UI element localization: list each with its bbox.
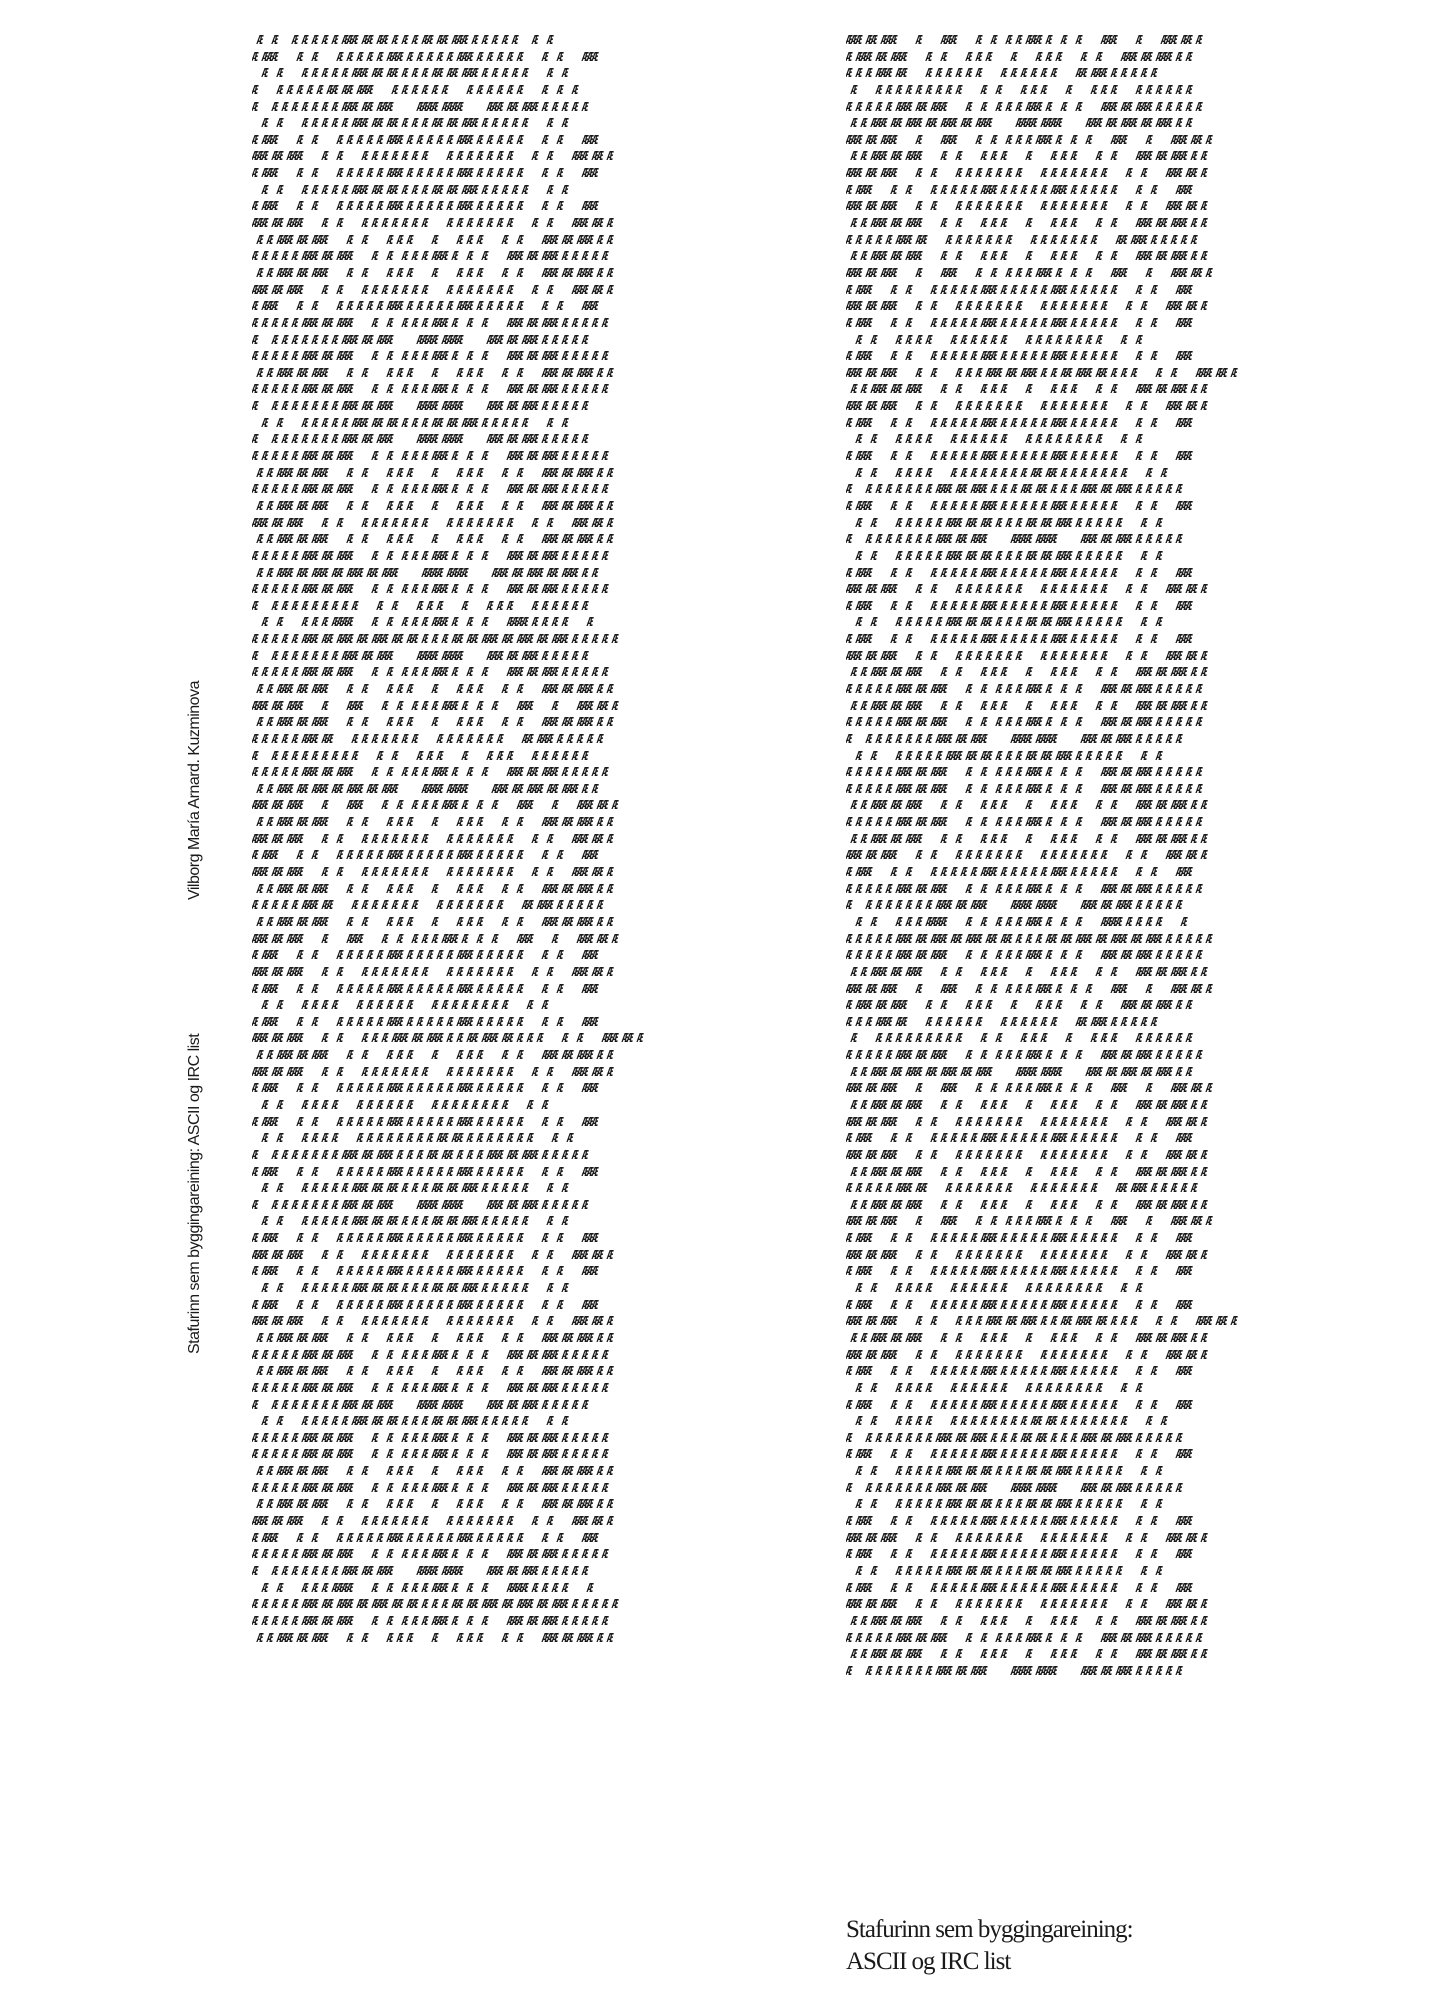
ascii-art-line: ÆÆÆ ÆÆ ÆÆÆ Æ Æ Æ Æ Æ ÆÆÆ ÆÆ ÆÆÆ Æ Æ ÆÆ ÆÆÆ ÆÆ Æ Æ Æ Æ Æ ÆÆÆ ÆÆ Æ bbox=[252, 1030, 643, 1046]
ascii-art-line: Æ ÆÆÆ Æ Æ Æ Æ Æ Æ Æ ÆÆÆ Æ Æ Æ Æ Æ ÆÆÆ Æ Æ Æ Æ Æ Æ Æ ÆÆÆ bbox=[846, 597, 1192, 613]
ascii-art-line: Æ Æ Æ Æ Æ Æ Æ ÆÆÆ ÆÆ ÆÆ Æ Æ Æ ÆÆ ÆÆ ÆÆÆ Æ Æ Æ Æ Æ Æ Æ bbox=[252, 1213, 568, 1229]
ascii-art-line: Æ Æ ÆÆÆ ÆÆ ÆÆÆ Æ Æ Æ Æ Æ Æ Æ Æ Æ Æ Æ ÆÆÆ ÆÆ ÆÆÆ Æ Æ bbox=[846, 148, 1207, 164]
ascii-art-line: Æ Æ ÆÆÆ ÆÆ ÆÆÆ Æ Æ Æ Æ Æ Æ Æ Æ Æ Æ Æ ÆÆÆ ÆÆ ÆÆÆ Æ Æ bbox=[252, 1329, 613, 1345]
ascii-art-line: Æ Æ Æ Æ Æ ÆÆÆ ÆÆ ÆÆÆ Æ Æ Æ Æ Æ ÆÆÆ Æ Æ Æ ÆÆÆ ÆÆ ÆÆÆ Æ Æ Æ Æ Æ bbox=[252, 1429, 608, 1445]
ascii-art-line: Æ Æ ÆÆÆ ÆÆ ÆÆÆ Æ Æ Æ Æ Æ Æ Æ Æ Æ Æ Æ ÆÆÆ ÆÆ ÆÆÆ Æ Æ bbox=[252, 714, 613, 730]
ascii-art-line: Æ Æ ÆÆÆ ÆÆ ÆÆÆ Æ Æ Æ Æ Æ Æ Æ Æ Æ Æ Æ ÆÆÆ ÆÆ ÆÆÆ Æ Æ bbox=[846, 1646, 1207, 1662]
ascii-art-line: Æ Æ ÆÆÆ ÆÆ ÆÆÆ Æ Æ Æ Æ Æ Æ Æ Æ Æ Æ Æ ÆÆÆ ÆÆ ÆÆÆ Æ Æ bbox=[846, 215, 1207, 231]
ascii-art-line: Æ Æ Æ ÆÆÆ ÆÆ Æ Æ Æ Æ Æ Æ Æ Æ Æ Æ Æ Æ ÆÆ ÆÆÆ Æ Æ Æ Æ Æ bbox=[846, 65, 1157, 81]
ascii-art-line: Æ Æ Æ Æ Æ ÆÆÆ ÆÆ ÆÆÆ ÆÆ ÆÆÆ ÆÆ ÆÆ Æ Æ Æ ÆÆ ÆÆ ÆÆÆ ÆÆ ÆÆÆ ÆÆ ÆÆÆ Æ Æ Æ Æ Æ bbox=[252, 631, 618, 647]
ascii-art-line: Æ Æ Æ Æ Æ ÆÆÆ ÆÆ ÆÆÆ Æ Æ Æ Æ Æ ÆÆÆ Æ Æ Æ ÆÆÆ ÆÆ ÆÆÆ Æ Æ Æ Æ Æ bbox=[252, 248, 608, 264]
ascii-art-line: Æ Æ ÆÆÆ ÆÆ ÆÆÆ Æ Æ Æ Æ Æ Æ Æ Æ Æ Æ Æ ÆÆÆ ÆÆ ÆÆÆ Æ Æ bbox=[252, 913, 613, 929]
ascii-art-line: Æ ÆÆÆ Æ Æ Æ Æ Æ Æ Æ ÆÆÆ Æ Æ Æ Æ Æ ÆÆÆ Æ Æ Æ Æ Æ Æ Æ ÆÆÆ bbox=[846, 414, 1192, 430]
ascii-art-line: Æ Æ Æ Æ Æ Æ Æ ÆÆÆ ÆÆ ÆÆ Æ Æ Æ ÆÆ ÆÆ ÆÆÆ Æ Æ Æ Æ Æ Æ Æ bbox=[252, 115, 568, 131]
ascii-art-line: Æ Æ Æ Æ Æ Æ Æ ÆÆÆ ÆÆ ÆÆ Æ Æ Æ ÆÆ ÆÆ ÆÆÆ Æ Æ Æ Æ Æ Æ Æ bbox=[252, 414, 568, 430]
ascii-art-line: Æ Æ Æ Æ Æ Æ Æ Æ Æ Æ Æ Æ Æ Æ Æ Æ Æ Æ Æ Æ Æ Æ Æ Æ Æ bbox=[252, 747, 588, 763]
ascii-art-line: Æ Æ Æ Æ Æ ÆÆÆ ÆÆ ÆÆÆ Æ Æ Æ Æ Æ ÆÆÆ Æ Æ Æ ÆÆÆ ÆÆ ÆÆÆ Æ Æ Æ Æ Æ bbox=[252, 1379, 608, 1395]
ascii-art-line: Æ Æ ÆÆÆ ÆÆ ÆÆÆ Æ Æ Æ Æ Æ Æ Æ Æ Æ Æ Æ ÆÆÆ ÆÆ ÆÆÆ Æ Æ bbox=[846, 664, 1207, 680]
ascii-art-line: Æ ÆÆÆ Æ Æ Æ Æ Æ Æ Æ ÆÆÆ Æ Æ Æ Æ Æ ÆÆÆ Æ Æ Æ Æ Æ Æ Æ ÆÆÆ bbox=[252, 1529, 598, 1545]
ascii-art-line: ÆÆÆ ÆÆ ÆÆÆ Æ ÆÆÆ Æ Æ Æ Æ Æ ÆÆÆ Æ Æ Æ ÆÆÆ Æ ÆÆÆ ÆÆ Æ bbox=[846, 131, 1212, 147]
ascii-art-line: ÆÆÆ ÆÆ ÆÆÆ Æ Æ Æ Æ Æ Æ Æ Æ Æ Æ Æ Æ Æ Æ Æ Æ Æ Æ ÆÆÆ ÆÆ Æ bbox=[846, 1529, 1207, 1545]
ascii-art-line: Æ Æ Æ Æ Æ ÆÆÆ ÆÆ Æ Æ Æ Æ Æ Æ Æ Æ Æ Æ Æ Æ Æ Æ ÆÆ ÆÆÆ Æ Æ Æ Æ Æ bbox=[252, 730, 603, 746]
ascii-art-line: Æ Æ Æ Æ Æ Æ Æ Æ ÆÆÆ ÆÆ ÆÆÆ ÆÆÆÆ ÆÆÆÆ ÆÆÆ ÆÆ ÆÆÆ Æ Æ Æ Æ Æ bbox=[846, 1479, 1182, 1495]
ascii-art-line: ÆÆÆ ÆÆ ÆÆÆ Æ ÆÆÆ Æ Æ Æ Æ ÆÆÆ Æ Æ Æ ÆÆÆ Æ ÆÆÆ ÆÆ Æ bbox=[846, 32, 1202, 47]
ascii-art-line: ÆÆÆ ÆÆ ÆÆÆ Æ Æ Æ Æ Æ Æ Æ Æ Æ Æ Æ Æ Æ Æ Æ Æ Æ Æ ÆÆÆ ÆÆ Æ bbox=[846, 398, 1207, 414]
ascii-art-line: Æ ÆÆÆ Æ Æ Æ Æ Æ Æ Æ ÆÆÆ Æ Æ Æ Æ Æ ÆÆÆ Æ Æ Æ Æ Æ Æ Æ ÆÆÆ bbox=[846, 281, 1192, 297]
ascii-art-line: Æ ÆÆÆ Æ Æ Æ Æ Æ Æ Æ ÆÆÆ Æ Æ Æ Æ Æ ÆÆÆ Æ Æ Æ Æ Æ Æ Æ ÆÆÆ bbox=[252, 1113, 598, 1129]
ascii-art-line: Æ Æ Æ Æ Æ Æ Æ Æ ÆÆÆ ÆÆ ÆÆÆ ÆÆÆÆ ÆÆÆÆ ÆÆÆ ÆÆ ÆÆÆ Æ Æ Æ Æ Æ bbox=[846, 531, 1182, 547]
ascii-art-line: Æ Æ ÆÆÆ ÆÆ ÆÆÆ Æ Æ Æ Æ Æ Æ Æ Æ Æ Æ Æ ÆÆÆ ÆÆ ÆÆÆ Æ Æ bbox=[252, 464, 613, 480]
ascii-art-line: Æ Æ Æ Æ Æ ÆÆÆ ÆÆ ÆÆÆ Æ Æ Æ Æ Æ ÆÆÆ Æ Æ Æ ÆÆÆ ÆÆ ÆÆÆ Æ Æ Æ Æ Æ bbox=[252, 547, 608, 563]
ascii-art-line: Æ Æ Æ Æ Æ ÆÆÆ ÆÆ Æ Æ Æ Æ Æ Æ Æ Æ Æ Æ Æ Æ Æ Æ ÆÆ ÆÆÆ Æ Æ Æ Æ Æ bbox=[252, 897, 603, 913]
ascii-art-line: Æ Æ ÆÆÆ ÆÆ ÆÆÆ Æ Æ Æ Æ Æ Æ Æ Æ Æ Æ Æ ÆÆÆ ÆÆ ÆÆÆ Æ Æ bbox=[252, 680, 613, 696]
ascii-art-line: Æ Æ Æ Æ Æ Æ Æ Æ Æ Æ Æ Æ Æ Æ Æ Æ Æ Æ Æ Æ Æ Æ bbox=[846, 1379, 1142, 1395]
ascii-art-line: Æ Æ ÆÆÆ ÆÆ ÆÆÆ Æ Æ Æ Æ Æ Æ Æ Æ Æ Æ Æ ÆÆÆ ÆÆ ÆÆÆ Æ Æ bbox=[846, 381, 1207, 397]
ascii-art-line: Æ ÆÆÆ Æ Æ Æ Æ Æ Æ Æ ÆÆÆ Æ Æ Æ Æ Æ ÆÆÆ Æ Æ Æ Æ Æ Æ Æ ÆÆÆ bbox=[846, 1230, 1192, 1246]
ascii-art-line: Æ ÆÆÆ Æ Æ Æ Æ Æ Æ Æ ÆÆÆ Æ Æ Æ Æ Æ ÆÆÆ Æ Æ Æ Æ Æ Æ Æ ÆÆÆ bbox=[846, 1363, 1192, 1379]
ascii-art-line: Æ Æ Æ Æ Æ ÆÆÆ ÆÆ ÆÆÆ ÆÆ ÆÆÆ ÆÆ ÆÆ Æ Æ Æ ÆÆ ÆÆ ÆÆÆ ÆÆ ÆÆÆ ÆÆ ÆÆÆ Æ Æ Æ Æ Æ bbox=[252, 1596, 618, 1612]
ascii-art-line: Æ Æ Æ Æ Æ Æ Æ Æ ÆÆÆ ÆÆ ÆÆÆ Æ Æ Æ ÆÆ ÆÆ Æ Æ Æ ÆÆÆ ÆÆ ÆÆÆ Æ Æ Æ Æ Æ bbox=[252, 1146, 588, 1162]
ascii-art-line: ÆÆÆ ÆÆ ÆÆÆ Æ Æ Æ Æ Æ Æ Æ Æ Æ Æ Æ Æ Æ Æ Æ Æ Æ Æ ÆÆÆ ÆÆ Æ bbox=[846, 581, 1207, 597]
ascii-art-line: ÆÆÆ ÆÆ ÆÆÆ Æ Æ Æ Æ Æ Æ Æ Æ Æ Æ Æ Æ Æ Æ Æ Æ Æ Æ ÆÆÆ ÆÆ Æ bbox=[252, 1246, 613, 1262]
ascii-art-line: Æ ÆÆÆ Æ Æ Æ Æ Æ Æ Æ ÆÆÆ Æ Æ Æ Æ Æ ÆÆÆ Æ Æ Æ Æ Æ Æ Æ ÆÆÆ bbox=[252, 298, 598, 314]
ascii-art-line: Æ ÆÆÆ Æ Æ Æ Æ Æ Æ Æ ÆÆÆ Æ Æ Æ Æ Æ ÆÆÆ Æ Æ Æ Æ Æ Æ Æ ÆÆÆ bbox=[252, 1080, 598, 1096]
ascii-art-line: ÆÆÆ ÆÆ ÆÆÆ Æ Æ Æ Æ Æ Æ Æ Æ Æ Æ Æ Æ Æ Æ Æ Æ Æ Æ ÆÆÆ ÆÆ Æ bbox=[846, 847, 1207, 863]
ascii-art-line: Æ Æ ÆÆÆ ÆÆ ÆÆÆ ÆÆ ÆÆÆ ÆÆ ÆÆÆ ÆÆÆÆ ÆÆÆÆ ÆÆÆ ÆÆ ÆÆÆ ÆÆ ÆÆÆ Æ Æ bbox=[252, 780, 598, 796]
ascii-art-line: Æ ÆÆÆ Æ Æ Æ Æ Æ Æ Æ ÆÆÆ Æ Æ Æ Æ Æ ÆÆÆ Æ Æ Æ Æ Æ Æ Æ ÆÆÆ bbox=[252, 1296, 598, 1312]
ascii-art-left-column bbox=[252, 32, 818, 1976]
ascii-art-line: Æ Æ Æ Æ Æ ÆÆÆ ÆÆ ÆÆÆ Æ Æ Æ Æ Æ ÆÆÆ Æ Æ Æ ÆÆÆ ÆÆ ÆÆÆ Æ Æ Æ Æ Æ bbox=[846, 880, 1202, 896]
ascii-art-line: Æ ÆÆÆ Æ Æ Æ Æ Æ Æ Æ ÆÆÆ Æ Æ Æ Æ Æ ÆÆÆ Æ Æ Æ Æ Æ Æ Æ ÆÆÆ bbox=[252, 947, 598, 963]
ascii-art-line: Æ Æ ÆÆÆ ÆÆ ÆÆÆ Æ Æ Æ Æ Æ Æ Æ Æ Æ Æ Æ ÆÆÆ ÆÆ ÆÆÆ Æ Æ bbox=[846, 963, 1207, 979]
ascii-art-line: Æ ÆÆÆ Æ Æ Æ Æ Æ Æ Æ ÆÆÆ Æ Æ Æ Æ Æ ÆÆÆ Æ Æ Æ Æ Æ Æ Æ ÆÆÆ bbox=[846, 1130, 1192, 1146]
ascii-art-line: Æ Æ Æ Æ Æ ÆÆÆ ÆÆ ÆÆÆ Æ Æ Æ Æ Æ ÆÆÆ Æ Æ Æ ÆÆÆ ÆÆ ÆÆÆ Æ Æ Æ Æ Æ bbox=[252, 481, 608, 497]
ascii-art-line: Æ Æ Æ Æ Æ Æ Æ Æ ÆÆÆ ÆÆ ÆÆÆ ÆÆÆÆ ÆÆÆÆ ÆÆÆ ÆÆ ÆÆÆ Æ Æ Æ Æ Æ bbox=[846, 730, 1182, 746]
ascii-art-line: Æ Æ Æ Æ Æ ÆÆÆ ÆÆ ÆÆÆ Æ Æ Æ Æ Æ ÆÆÆ Æ Æ Æ ÆÆÆ ÆÆ ÆÆÆ Æ Æ Æ Æ Æ bbox=[252, 664, 608, 680]
ascii-art-line: Æ Æ Æ Æ Æ ÆÆÆ ÆÆ ÆÆÆ Æ Æ Æ Æ Æ ÆÆÆ Æ Æ Æ ÆÆÆ ÆÆ ÆÆÆ Æ Æ Æ Æ Æ bbox=[252, 764, 608, 780]
ascii-art-line: Æ Æ Æ Æ Æ Æ Æ Æ ÆÆÆ ÆÆ ÆÆÆ ÆÆÆÆ ÆÆÆÆ ÆÆÆ ÆÆ ÆÆÆ Æ Æ Æ Æ Æ bbox=[252, 398, 588, 414]
ascii-art-line: ÆÆÆ ÆÆ ÆÆÆ Æ Æ Æ Æ Æ ÆÆÆ ÆÆ ÆÆÆ Æ Æ ÆÆ ÆÆÆ ÆÆ Æ Æ Æ Æ Æ ÆÆÆ ÆÆ Æ bbox=[846, 1313, 1237, 1329]
ascii-art-line: Æ Æ Æ Æ Æ ÆÆÆ ÆÆ ÆÆÆ Æ Æ Æ Æ Æ ÆÆÆ Æ Æ Æ ÆÆÆ ÆÆ ÆÆÆ Æ Æ Æ Æ Æ bbox=[252, 581, 608, 597]
ascii-art-line: Æ Æ Æ Æ Æ Æ Æ Æ ÆÆÆ ÆÆ ÆÆÆ ÆÆÆÆ ÆÆÆÆ ÆÆÆ ÆÆ ÆÆÆ Æ Æ Æ Æ Æ bbox=[846, 897, 1182, 913]
ascii-art-line: Æ Æ Æ Æ Æ ÆÆÆ ÆÆ ÆÆÆ Æ Æ Æ Æ Æ ÆÆÆ Æ Æ Æ ÆÆÆ ÆÆ ÆÆÆ Æ Æ Æ Æ Æ bbox=[846, 714, 1202, 730]
ascii-art-line: Æ Æ Æ Æ Æ ÆÆÆ ÆÆ ÆÆÆ Æ Æ Æ Æ Æ ÆÆÆ Æ Æ Æ ÆÆÆ ÆÆ ÆÆÆ Æ Æ Æ Æ Æ bbox=[846, 947, 1202, 963]
ascii-art-line: Æ Æ Æ Æ Æ ÆÆÆ ÆÆ ÆÆÆ Æ Æ Æ Æ Æ ÆÆÆ Æ Æ Æ ÆÆÆ ÆÆ ÆÆÆ Æ Æ Æ Æ Æ bbox=[252, 1479, 608, 1495]
ascii-art-line: ÆÆÆ ÆÆ ÆÆÆ Æ Æ Æ Æ Æ Æ Æ Æ Æ Æ Æ Æ Æ Æ Æ Æ Æ Æ ÆÆÆ ÆÆ Æ bbox=[846, 1146, 1207, 1162]
ascii-art-line: Æ Æ ÆÆÆ ÆÆ ÆÆÆ Æ Æ Æ Æ Æ Æ Æ Æ Æ Æ Æ ÆÆÆ ÆÆ ÆÆÆ Æ Æ bbox=[846, 697, 1207, 713]
spine-title: Stafurinn sem byggingareining: ASCII og IRC list bbox=[186, 1033, 203, 1354]
ascii-art-line: Æ Æ Æ Æ Æ Æ Æ Æ Æ Æ Æ Æ Æ Æ ÆÆ ÆÆ Æ Æ Æ Æ Æ Æ Æ Æ Æ bbox=[252, 1130, 573, 1146]
ascii-art-line: Æ Æ ÆÆÆ ÆÆ ÆÆÆ Æ Æ Æ Æ Æ Æ Æ Æ Æ Æ Æ ÆÆÆ ÆÆ ÆÆÆ Æ Æ bbox=[846, 1612, 1207, 1628]
ascii-art-line: Æ ÆÆÆ Æ Æ Æ Æ Æ Æ Æ ÆÆÆ Æ Æ Æ Æ Æ ÆÆÆ Æ Æ Æ Æ Æ Æ Æ ÆÆÆ bbox=[252, 1163, 598, 1179]
ascii-art-line: Æ ÆÆÆ Æ Æ Æ Æ Æ Æ Æ ÆÆÆ Æ Æ Æ Æ Æ ÆÆÆ Æ Æ Æ Æ Æ Æ Æ ÆÆÆ bbox=[846, 1546, 1192, 1562]
ascii-art-line: Æ Æ Æ Æ Æ Æ Æ ÆÆÆ ÆÆ ÆÆ Æ Æ Æ ÆÆ ÆÆ ÆÆÆ Æ Æ Æ Æ Æ Æ Æ bbox=[846, 1562, 1162, 1578]
ascii-art-line: Æ ÆÆÆ Æ Æ Æ Æ Æ Æ Æ ÆÆÆ Æ Æ Æ Æ Æ ÆÆÆ Æ Æ Æ Æ Æ Æ Æ ÆÆÆ bbox=[252, 980, 598, 996]
ascii-art-line: Æ Æ Æ Æ Æ Æ Æ Æ ÆÆÆ ÆÆ ÆÆÆ ÆÆÆÆ ÆÆÆÆ ÆÆÆ ÆÆ ÆÆÆ Æ Æ Æ Æ Æ bbox=[252, 1396, 588, 1412]
ascii-art-line: Æ Æ Æ Æ Æ Æ Æ ÆÆÆ ÆÆ ÆÆ Æ Æ Æ ÆÆ ÆÆ ÆÆÆ Æ Æ Æ Æ Æ Æ Æ bbox=[846, 747, 1162, 763]
ascii-art-line: Æ Æ Æ Æ Æ Æ ÆÆ ÆÆ ÆÆÆ Æ Æ Æ Æ Æ Æ Æ Æ Æ Æ Æ Æ Æ Æ Æ bbox=[252, 81, 578, 97]
ascii-art-line: Æ Æ Æ Æ Æ ÆÆÆ ÆÆ ÆÆÆ ÆÆ ÆÆÆ ÆÆ ÆÆ Æ Æ Æ ÆÆ ÆÆ ÆÆÆ ÆÆ ÆÆÆ ÆÆ ÆÆÆ Æ Æ Æ Æ Æ bbox=[846, 930, 1212, 946]
ascii-art-line: Æ Æ Æ Æ Æ ÆÆÆÆ Æ Æ Æ Æ Æ ÆÆÆ Æ Æ Æ ÆÆÆÆ Æ Æ Æ Æ Æ bbox=[252, 614, 593, 630]
ascii-art-line: ÆÆÆ ÆÆ ÆÆÆ Æ ÆÆÆ Æ Æ Æ Æ Æ ÆÆÆ Æ Æ Æ ÆÆÆ Æ ÆÆÆ ÆÆ Æ bbox=[846, 1080, 1212, 1096]
ascii-art-line: Æ Æ ÆÆÆ ÆÆ ÆÆÆ Æ Æ Æ Æ Æ Æ Æ Æ Æ Æ Æ ÆÆÆ ÆÆ ÆÆÆ Æ Æ bbox=[846, 1097, 1207, 1112]
ascii-art-line: Æ ÆÆÆ ÆÆ ÆÆÆ Æ Æ Æ Æ Æ Æ Æ Æ Æ Æ Æ ÆÆÆ ÆÆ ÆÆÆ Æ Æ bbox=[846, 48, 1192, 64]
ascii-art-line: ÆÆÆ ÆÆ ÆÆÆ Æ Æ Æ Æ Æ Æ Æ Æ Æ Æ Æ Æ Æ Æ Æ Æ Æ Æ ÆÆÆ ÆÆ Æ bbox=[846, 1113, 1207, 1129]
ascii-art-line: Æ Æ Æ Æ Æ Æ Æ ÆÆÆ ÆÆ ÆÆ Æ Æ Æ ÆÆ ÆÆ ÆÆÆ Æ Æ Æ Æ Æ Æ Æ bbox=[252, 181, 568, 197]
ascii-art-line: Æ Æ Æ Æ Æ ÆÆÆ ÆÆ ÆÆÆ Æ Æ Æ Æ Æ ÆÆÆ Æ Æ Æ ÆÆÆ ÆÆ ÆÆÆ Æ Æ Æ Æ Æ bbox=[252, 314, 608, 330]
ascii-art-line: ÆÆÆ ÆÆ ÆÆÆ Æ Æ Æ Æ Æ Æ Æ Æ Æ Æ Æ Æ Æ Æ Æ Æ Æ Æ ÆÆÆ ÆÆ Æ bbox=[846, 1596, 1207, 1612]
ascii-art-line: Æ Æ ÆÆÆ ÆÆ ÆÆÆ Æ Æ Æ Æ Æ Æ Æ Æ Æ Æ Æ ÆÆÆ ÆÆ ÆÆÆ Æ Æ bbox=[252, 1496, 613, 1512]
ascii-art-line: Æ Æ ÆÆÆ ÆÆ ÆÆÆ Æ Æ Æ Æ Æ Æ Æ Æ Æ Æ Æ ÆÆÆ ÆÆ ÆÆÆ Æ Æ bbox=[846, 797, 1207, 813]
ascii-art-line: ÆÆÆ ÆÆ ÆÆÆ Æ Æ Æ Æ Æ Æ Æ Æ Æ Æ Æ Æ Æ Æ Æ Æ Æ Æ ÆÆÆ ÆÆ Æ bbox=[252, 864, 613, 880]
ascii-art-line: Æ ÆÆÆ Æ Æ Æ Æ Æ Æ Æ ÆÆÆ Æ Æ Æ Æ Æ ÆÆÆ Æ Æ Æ Æ Æ Æ Æ ÆÆÆ bbox=[846, 864, 1192, 880]
ascii-art-line: Æ Æ Æ Æ Æ ÆÆÆ ÆÆ Æ Æ Æ Æ Æ Æ Æ Æ Æ Æ Æ Æ Æ Æ ÆÆ ÆÆÆ Æ Æ Æ Æ Æ bbox=[846, 1180, 1197, 1196]
ascii-art-line: Æ ÆÆÆ Æ Æ Æ Æ Æ Æ Æ ÆÆÆ Æ Æ Æ Æ Æ ÆÆÆ Æ Æ Æ Æ Æ Æ Æ ÆÆÆ bbox=[846, 314, 1192, 330]
ascii-art-line: Æ Æ Æ Æ Æ Æ Æ Æ Æ Æ Æ Æ Æ Æ Æ Æ Æ Æ Æ Æ Æ Æ bbox=[252, 997, 548, 1013]
ascii-art-line: Æ Æ ÆÆÆ ÆÆ ÆÆÆ Æ Æ Æ Æ Æ Æ Æ Æ Æ Æ Æ ÆÆÆ ÆÆ ÆÆÆ Æ Æ bbox=[252, 880, 613, 896]
ascii-art-line: ÆÆÆ ÆÆ ÆÆÆ Æ ÆÆÆ Æ Æ Æ Æ Æ ÆÆÆ Æ Æ Æ ÆÆÆ Æ ÆÆÆ ÆÆ Æ bbox=[846, 1213, 1212, 1229]
ascii-art-line: Æ Æ Æ Æ Æ Æ Æ Æ Æ Æ Æ Æ Æ Æ Æ Æ Æ Æ Æ Æ Æ Æ Æ Æ Æ bbox=[252, 597, 588, 613]
ascii-art-line: Æ Æ ÆÆÆ ÆÆ ÆÆÆ Æ Æ Æ Æ Æ Æ Æ Æ Æ Æ Æ ÆÆÆ ÆÆ ÆÆÆ Æ Æ bbox=[252, 264, 613, 280]
ascii-art-line: Æ Æ Æ Æ Æ ÆÆÆ ÆÆ ÆÆÆ Æ Æ Æ Æ Æ ÆÆÆ Æ Æ Æ ÆÆÆ ÆÆ ÆÆÆ Æ Æ Æ Æ Æ bbox=[846, 764, 1202, 780]
ascii-art-line: Æ Æ Æ Æ Æ Æ Æ ÆÆÆ ÆÆ ÆÆ Æ Æ Æ ÆÆ ÆÆ ÆÆÆ Æ Æ Æ Æ Æ Æ Æ bbox=[252, 65, 568, 81]
ascii-art-line: Æ Æ Æ Æ Æ ÆÆÆ ÆÆ Æ Æ Æ Æ Æ Æ Æ Æ Æ Æ Æ Æ Æ Æ ÆÆ ÆÆÆ Æ Æ Æ Æ Æ bbox=[846, 231, 1197, 247]
ascii-art-line: Æ Æ Æ Æ Æ Æ Æ ÆÆÆ ÆÆ ÆÆ Æ Æ Æ ÆÆ ÆÆ ÆÆÆ Æ Æ Æ Æ Æ Æ Æ bbox=[252, 1180, 568, 1196]
ascii-art-line: Æ Æ Æ Æ Æ Æ Æ Æ Æ Æ Æ Æ Æ Æ Æ Æ Æ Æ Æ Æ Æ Æ Æ Æ Æ bbox=[846, 81, 1192, 97]
ascii-art-line: Æ ÆÆÆ Æ Æ Æ Æ Æ Æ Æ ÆÆÆ Æ Æ Æ Æ Æ ÆÆÆ Æ Æ Æ Æ Æ Æ Æ ÆÆÆ bbox=[846, 1446, 1192, 1462]
ascii-art-line: ÆÆÆ ÆÆ ÆÆÆ Æ Æ Æ Æ Æ Æ Æ Æ Æ Æ Æ Æ Æ Æ Æ Æ Æ Æ ÆÆÆ ÆÆ Æ bbox=[846, 1246, 1207, 1262]
ascii-art-line: Æ Æ Æ Æ Æ Æ Æ Æ Æ Æ Æ Æ Æ Æ Æ Æ Æ Æ Æ Æ Æ Æ bbox=[252, 1097, 548, 1112]
ascii-art-line: Æ Æ Æ Æ Æ ÆÆÆ ÆÆ ÆÆÆ Æ Æ Æ Æ Æ ÆÆÆ Æ Æ Æ ÆÆÆ ÆÆ ÆÆÆ Æ Æ Æ Æ Æ bbox=[252, 348, 608, 364]
ascii-art-line: Æ Æ ÆÆÆ ÆÆ ÆÆÆ Æ Æ Æ Æ Æ Æ Æ Æ Æ Æ Æ ÆÆÆ ÆÆ ÆÆÆ Æ Æ bbox=[252, 1047, 613, 1063]
ascii-art-line: Æ Æ Æ Æ Æ Æ Æ Æ ÆÆÆ ÆÆ ÆÆÆ ÆÆÆÆ ÆÆÆÆ ÆÆÆ ÆÆ ÆÆÆ Æ Æ Æ Æ Æ bbox=[252, 331, 588, 347]
ascii-art-line: Æ Æ Æ Æ Æ ÆÆÆ ÆÆ ÆÆÆ Æ Æ Æ Æ Æ ÆÆÆ Æ Æ Æ ÆÆÆ ÆÆ ÆÆÆ Æ Æ Æ Æ Æ bbox=[252, 448, 608, 464]
ascii-art-line: ÆÆÆ ÆÆ ÆÆÆ Æ Æ Æ Æ Æ Æ Æ Æ Æ Æ Æ Æ Æ Æ Æ Æ Æ Æ ÆÆÆ ÆÆ Æ bbox=[846, 198, 1207, 214]
ascii-art-line: Æ Æ ÆÆÆ ÆÆ ÆÆÆ Æ Æ Æ Æ Æ Æ Æ Æ Æ Æ Æ ÆÆÆ ÆÆ ÆÆÆ Æ Æ bbox=[252, 1463, 613, 1479]
ascii-art-line: ÆÆÆ ÆÆ ÆÆÆ Æ Æ Æ Æ Æ Æ Æ Æ Æ Æ Æ Æ Æ Æ Æ Æ Æ Æ ÆÆÆ ÆÆ Æ bbox=[252, 830, 613, 846]
ascii-art-line: ÆÆÆ ÆÆ ÆÆÆ Æ Æ Æ Æ Æ Æ Æ Æ Æ Æ Æ Æ Æ Æ Æ Æ Æ Æ ÆÆÆ ÆÆ Æ bbox=[252, 281, 613, 297]
ascii-art-line: Æ Æ Æ Æ Æ Æ Æ Æ Æ Æ Æ Æ Æ Æ ÆÆ ÆÆ Æ Æ Æ Æ Æ Æ Æ Æ Æ bbox=[846, 464, 1167, 480]
ascii-art-line: Æ Æ Æ Æ Æ Æ Æ Æ ÆÆÆ ÆÆ ÆÆÆ ÆÆÆÆ ÆÆÆÆ ÆÆÆ ÆÆ ÆÆÆ Æ Æ Æ Æ Æ bbox=[252, 1196, 588, 1212]
ascii-art-line: Æ ÆÆÆ Æ Æ Æ Æ Æ Æ Æ ÆÆÆ Æ Æ Æ Æ Æ ÆÆÆ Æ Æ Æ Æ Æ Æ Æ ÆÆÆ bbox=[846, 448, 1192, 464]
ascii-art-line: Æ ÆÆÆ Æ Æ Æ Æ Æ Æ Æ ÆÆÆ Æ Æ Æ Æ Æ ÆÆÆ Æ Æ Æ Æ Æ Æ Æ ÆÆÆ bbox=[252, 198, 598, 214]
ascii-art-line: Æ Æ Æ Æ Æ ÆÆÆ ÆÆ ÆÆÆ Æ Æ Æ Æ Æ ÆÆÆ Æ Æ Æ ÆÆÆ ÆÆ ÆÆÆ Æ Æ Æ Æ Æ bbox=[252, 1446, 608, 1462]
ascii-art-line: Æ ÆÆÆ Æ Æ Æ Æ Æ Æ Æ ÆÆÆ Æ Æ Æ Æ Æ ÆÆÆ Æ Æ Æ Æ Æ Æ Æ ÆÆÆ bbox=[252, 1263, 598, 1279]
ascii-art-line: Æ Æ ÆÆÆ ÆÆ ÆÆÆ Æ Æ Æ Æ Æ Æ Æ Æ Æ Æ Æ ÆÆÆ ÆÆ ÆÆÆ Æ Æ bbox=[252, 531, 613, 547]
ascii-art-line: ÆÆÆ ÆÆ ÆÆÆ Æ Æ Æ Æ Æ Æ Æ Æ Æ Æ Æ Æ Æ Æ Æ Æ Æ Æ ÆÆÆ ÆÆ Æ bbox=[252, 1513, 613, 1529]
ascii-art-line: Æ Æ ÆÆÆ ÆÆ ÆÆÆ ÆÆ ÆÆÆ ÆÆ ÆÆÆ ÆÆÆÆ ÆÆÆÆ ÆÆÆ ÆÆ ÆÆÆ ÆÆ ÆÆÆ Æ Æ bbox=[252, 564, 598, 580]
ascii-art-line: Æ Æ Æ Æ Æ Æ Æ Æ Æ Æ Æ Æ Æ Æ Æ Æ Æ Æ Æ Æ Æ Æ bbox=[846, 431, 1142, 447]
ascii-art-line: ÆÆÆ ÆÆ ÆÆÆ Æ Æ Æ Æ Æ Æ Æ Æ Æ Æ Æ Æ Æ Æ Æ Æ Æ Æ ÆÆÆ ÆÆ Æ bbox=[252, 514, 613, 530]
ascii-art-line: Æ Æ ÆÆÆ ÆÆ ÆÆÆ Æ Æ Æ Æ Æ Æ Æ Æ Æ Æ Æ ÆÆÆ ÆÆ ÆÆÆ Æ Æ bbox=[252, 231, 613, 247]
ascii-art-line: ÆÆÆ ÆÆ ÆÆÆ Æ Æ Æ Æ Æ Æ Æ Æ Æ Æ Æ Æ Æ Æ Æ Æ Æ Æ ÆÆÆ ÆÆ Æ bbox=[252, 1313, 613, 1329]
ascii-art-line: Æ ÆÆÆ ÆÆ ÆÆÆ Æ Æ Æ Æ Æ Æ Æ Æ Æ Æ Æ ÆÆÆ ÆÆ ÆÆÆ Æ Æ bbox=[846, 997, 1192, 1013]
ascii-art-line: ÆÆÆ ÆÆ ÆÆÆ Æ Æ Æ Æ Æ Æ Æ Æ Æ Æ Æ Æ Æ Æ Æ Æ Æ Æ ÆÆÆ ÆÆ Æ bbox=[846, 165, 1207, 181]
ascii-art-line: Æ Æ ÆÆÆ ÆÆ ÆÆÆ ÆÆ ÆÆÆ ÆÆ ÆÆÆ ÆÆÆÆ ÆÆÆÆ ÆÆÆ ÆÆ ÆÆÆ ÆÆ ÆÆÆ Æ Æ bbox=[846, 115, 1192, 131]
ascii-art-line: Æ Æ ÆÆÆ ÆÆ ÆÆÆ Æ Æ Æ Æ Æ Æ Æ Æ Æ Æ Æ ÆÆÆ ÆÆ ÆÆÆ Æ Æ bbox=[846, 1196, 1207, 1212]
ascii-art-line: Æ Æ Æ Æ Æ ÆÆÆÆ Æ Æ Æ Æ Æ ÆÆÆ Æ Æ Æ ÆÆÆÆ Æ Æ Æ Æ Æ bbox=[846, 913, 1187, 929]
ascii-art-line: Æ Æ Æ Æ Æ Æ Æ ÆÆÆ ÆÆ ÆÆ Æ Æ Æ ÆÆ ÆÆ ÆÆÆ Æ Æ Æ Æ Æ Æ Æ bbox=[846, 547, 1162, 563]
ascii-art-line: Æ ÆÆÆ Æ Æ Æ Æ Æ Æ Æ ÆÆÆ Æ Æ Æ Æ Æ ÆÆÆ Æ Æ Æ Æ Æ Æ Æ ÆÆÆ bbox=[252, 847, 598, 863]
ascii-art-line: Æ Æ Æ Æ Æ Æ Æ Æ ÆÆÆ ÆÆ ÆÆÆ ÆÆÆÆ ÆÆÆÆ ÆÆÆ ÆÆ ÆÆÆ Æ Æ Æ Æ Æ bbox=[252, 1562, 588, 1578]
ascii-art-line: ÆÆÆ ÆÆ ÆÆÆ Æ Æ Æ Æ Æ Æ Æ Æ Æ Æ Æ Æ Æ Æ Æ Æ Æ Æ ÆÆÆ ÆÆ Æ bbox=[846, 298, 1207, 314]
ascii-art-line: Æ Æ Æ Æ Æ Æ Æ Æ Æ Æ Æ Æ Æ Æ Æ Æ Æ Æ Æ Æ Æ Æ bbox=[846, 331, 1142, 347]
ascii-art-line: Æ Æ Æ Æ Æ Æ Æ ÆÆÆ ÆÆ ÆÆ Æ Æ Æ ÆÆ ÆÆ ÆÆÆ Æ Æ Æ Æ Æ Æ Æ bbox=[252, 1280, 568, 1296]
ascii-art-line: Æ Æ ÆÆÆ ÆÆ ÆÆÆ Æ Æ Æ Æ Æ Æ Æ Æ Æ Æ Æ ÆÆÆ ÆÆ ÆÆÆ Æ Æ bbox=[252, 1363, 613, 1379]
ascii-art-line: Æ Æ Æ Æ Æ ÆÆÆ ÆÆ ÆÆÆ Æ Æ Æ Æ Æ ÆÆÆ Æ Æ Æ ÆÆÆ ÆÆ ÆÆÆ Æ Æ Æ Æ Æ bbox=[846, 1047, 1202, 1063]
ascii-art-line: Æ Æ Æ Æ Æ ÆÆÆÆ Æ Æ Æ Æ Æ ÆÆÆ Æ Æ Æ ÆÆÆÆ Æ Æ Æ Æ Æ bbox=[252, 1579, 593, 1595]
ascii-art-line: Æ Æ ÆÆÆ ÆÆ ÆÆÆ Æ Æ Æ Æ Æ Æ Æ Æ Æ Æ Æ ÆÆÆ ÆÆ ÆÆÆ Æ Æ bbox=[252, 364, 613, 380]
ascii-art-line: Æ ÆÆÆ Æ Æ Æ Æ Æ Æ Æ ÆÆÆ Æ Æ Æ Æ Æ ÆÆÆ Æ Æ Æ Æ Æ Æ Æ ÆÆÆ bbox=[846, 1579, 1192, 1595]
ascii-art-line: Æ Æ Æ Æ Æ ÆÆÆ ÆÆ ÆÆÆ Æ Æ Æ Æ Æ ÆÆÆ Æ Æ Æ ÆÆÆ ÆÆ ÆÆÆ Æ Æ Æ Æ Æ bbox=[846, 780, 1202, 796]
ascii-art-line: Æ Æ Æ Æ Æ Æ Æ ÆÆÆ ÆÆ ÆÆ Æ Æ Æ ÆÆ ÆÆ ÆÆÆ Æ Æ Æ Æ Æ Æ Æ bbox=[252, 1413, 568, 1429]
ascii-art-line: Æ Æ Æ Æ Æ Æ Æ Æ ÆÆÆ ÆÆ ÆÆÆ ÆÆÆÆ ÆÆÆÆ ÆÆÆ ÆÆ ÆÆÆ Æ Æ Æ Æ Æ bbox=[252, 98, 588, 114]
ascii-art-line: Æ ÆÆÆ Æ Æ Æ Æ Æ Æ Æ ÆÆÆ Æ Æ Æ Æ Æ ÆÆÆ Æ Æ Æ Æ Æ Æ Æ ÆÆÆ bbox=[252, 48, 598, 64]
ascii-art-line: Æ Æ Æ Æ Æ Æ Æ ÆÆÆ ÆÆ ÆÆ Æ Æ Æ ÆÆ ÆÆ ÆÆÆ Æ Æ Æ Æ Æ Æ Æ bbox=[846, 614, 1162, 630]
ascii-art-line: Æ Æ ÆÆÆ ÆÆ ÆÆÆ Æ Æ Æ Æ Æ Æ Æ Æ Æ Æ Æ ÆÆÆ ÆÆ ÆÆÆ Æ Æ bbox=[846, 248, 1207, 264]
ascii-art-line: Æ Æ ÆÆÆ ÆÆ ÆÆÆ ÆÆ ÆÆÆ ÆÆ ÆÆÆ ÆÆÆÆ ÆÆÆÆ ÆÆÆ ÆÆ ÆÆÆ ÆÆ ÆÆÆ Æ Æ bbox=[846, 1063, 1192, 1079]
ascii-art-line: Æ Æ Æ Æ Æ Æ Æ Æ ÆÆÆ ÆÆ ÆÆÆ Æ Æ Æ ÆÆ ÆÆ Æ Æ Æ ÆÆÆ ÆÆ ÆÆÆ Æ Æ Æ Æ Æ bbox=[846, 481, 1182, 497]
ascii-art-line: Æ Æ Æ Æ Æ Æ Æ Æ Æ Æ Æ Æ Æ Æ Æ Æ Æ Æ Æ Æ Æ Æ Æ Æ Æ bbox=[846, 1030, 1192, 1046]
ascii-art-line: Æ Æ Æ Æ Æ Æ Æ Æ ÆÆÆ ÆÆ ÆÆÆ ÆÆÆÆ ÆÆÆÆ ÆÆÆ ÆÆ ÆÆÆ Æ Æ Æ Æ Æ bbox=[846, 1662, 1182, 1678]
ascii-art-line: ÆÆÆ ÆÆ ÆÆÆ Æ ÆÆÆ Æ Æ Æ Æ Æ ÆÆÆ Æ Æ Æ ÆÆÆ Æ ÆÆÆ ÆÆ Æ bbox=[252, 797, 618, 813]
ascii-art-line: Æ Æ ÆÆÆ ÆÆ ÆÆÆ Æ Æ Æ Æ Æ Æ Æ Æ Æ Æ Æ ÆÆÆ ÆÆ ÆÆÆ Æ Æ bbox=[252, 497, 613, 513]
ascii-art-line: ÆÆÆ ÆÆ ÆÆÆ Æ ÆÆÆ Æ Æ Æ Æ Æ ÆÆÆ Æ Æ Æ ÆÆÆ Æ ÆÆÆ ÆÆ Æ bbox=[846, 264, 1212, 280]
ascii-art-line: Æ Æ ÆÆÆ ÆÆ ÆÆÆ Æ Æ Æ Æ Æ Æ Æ Æ Æ Æ Æ ÆÆÆ ÆÆ ÆÆÆ Æ Æ bbox=[252, 1629, 613, 1645]
ascii-art-line: Æ ÆÆÆ Æ Æ Æ Æ Æ Æ Æ ÆÆÆ Æ Æ Æ Æ Æ ÆÆÆ Æ Æ Æ Æ Æ Æ Æ ÆÆÆ bbox=[846, 1296, 1192, 1312]
ascii-art-line: Æ Æ Æ Æ Æ ÆÆÆ ÆÆ ÆÆÆ Æ Æ Æ Æ Æ ÆÆÆ Æ Æ Æ ÆÆÆ ÆÆ ÆÆÆ Æ Æ Æ Æ Æ bbox=[252, 1346, 608, 1362]
ascii-art-line: Æ Æ Æ Æ Æ ÆÆÆ ÆÆ ÆÆÆ Æ Æ Æ Æ Æ ÆÆÆ Æ Æ Æ ÆÆÆ ÆÆ ÆÆÆ Æ Æ Æ Æ Æ bbox=[846, 814, 1202, 830]
ascii-art-line: ÆÆÆ ÆÆ ÆÆÆ Æ ÆÆÆ Æ Æ Æ Æ Æ ÆÆÆ Æ Æ Æ ÆÆÆ Æ ÆÆÆ ÆÆ Æ bbox=[252, 930, 618, 946]
caption-line-1: Stafurinn sem byggingareining: bbox=[846, 1916, 1133, 1943]
ascii-art-line: Æ Æ Æ Æ Æ Æ Æ ÆÆÆ ÆÆ ÆÆ Æ Æ Æ ÆÆ ÆÆ ÆÆÆ Æ Æ Æ Æ Æ Æ Æ bbox=[846, 1463, 1162, 1479]
ascii-art-line: Æ Æ Æ Æ Æ ÆÆÆ ÆÆ ÆÆÆ Æ Æ Æ Æ Æ ÆÆÆ Æ Æ Æ ÆÆÆ ÆÆ ÆÆÆ Æ Æ Æ Æ Æ bbox=[252, 1612, 608, 1628]
ascii-art-line: Æ Æ Æ ÆÆÆ ÆÆ Æ Æ Æ Æ Æ Æ Æ Æ Æ Æ Æ Æ ÆÆ ÆÆÆ Æ Æ Æ Æ Æ bbox=[846, 1013, 1157, 1029]
spine-author: Vilborg María Arnard. Kuzminova bbox=[186, 681, 203, 900]
ascii-art-line: Æ Æ Æ Æ Æ Æ Æ ÆÆÆ ÆÆ ÆÆ Æ Æ Æ ÆÆ ÆÆ ÆÆÆ Æ Æ Æ Æ Æ Æ Æ bbox=[252, 32, 553, 47]
ascii-art-line: ÆÆÆ ÆÆ ÆÆÆ Æ Æ Æ Æ Æ Æ Æ Æ Æ Æ Æ Æ Æ Æ Æ Æ Æ Æ ÆÆÆ ÆÆ Æ bbox=[846, 1346, 1207, 1362]
ascii-art-line: Æ Æ Æ Æ Æ Æ Æ Æ ÆÆÆ ÆÆ ÆÆÆ Æ Æ Æ ÆÆ ÆÆ Æ Æ Æ ÆÆÆ ÆÆ ÆÆÆ Æ Æ Æ Æ Æ bbox=[846, 1429, 1182, 1445]
ascii-art-line: Æ Æ ÆÆÆ ÆÆ ÆÆÆ Æ Æ Æ Æ Æ Æ Æ Æ Æ Æ Æ ÆÆÆ ÆÆ ÆÆÆ Æ Æ bbox=[846, 1163, 1207, 1179]
ascii-art-line: Æ Æ Æ Æ Æ ÆÆÆ ÆÆ ÆÆÆ Æ Æ Æ Æ Æ ÆÆÆ Æ Æ Æ ÆÆÆ ÆÆ ÆÆÆ Æ Æ Æ Æ Æ bbox=[252, 1546, 608, 1562]
caption-line-2: ASCII og IRC list bbox=[846, 1948, 1011, 1975]
ascii-art-line: Æ Æ Æ Æ Æ Æ Æ ÆÆÆ ÆÆ ÆÆ Æ Æ Æ ÆÆ ÆÆ ÆÆÆ Æ Æ Æ Æ Æ Æ Æ bbox=[846, 514, 1162, 530]
ascii-art-line: Æ Æ ÆÆÆ ÆÆ ÆÆÆ Æ Æ Æ Æ Æ Æ Æ Æ Æ Æ Æ ÆÆÆ ÆÆ ÆÆÆ Æ Æ bbox=[846, 1329, 1207, 1345]
ascii-art-line: Æ ÆÆÆ Æ Æ Æ Æ Æ Æ Æ ÆÆÆ Æ Æ Æ Æ Æ ÆÆÆ Æ Æ Æ Æ Æ Æ Æ ÆÆÆ bbox=[846, 348, 1192, 364]
ascii-art-line: Æ ÆÆÆ Æ Æ Æ Æ Æ Æ Æ ÆÆÆ Æ Æ Æ Æ Æ ÆÆÆ Æ Æ Æ Æ Æ Æ Æ ÆÆÆ bbox=[846, 631, 1192, 647]
ascii-art-line: Æ Æ Æ Æ Æ Æ Æ Æ Æ Æ Æ Æ Æ Æ ÆÆ ÆÆ Æ Æ Æ Æ Æ Æ Æ Æ Æ bbox=[846, 1413, 1167, 1429]
ascii-art-line: Æ ÆÆÆ Æ Æ Æ Æ Æ Æ Æ ÆÆÆ Æ Æ Æ Æ Æ ÆÆÆ Æ Æ Æ Æ Æ Æ Æ ÆÆÆ bbox=[846, 1263, 1192, 1279]
ascii-art-line: Æ Æ Æ Æ Æ Æ Æ Æ ÆÆÆ ÆÆ ÆÆÆ ÆÆÆÆ ÆÆÆÆ ÆÆÆ ÆÆ ÆÆÆ Æ Æ Æ Æ Æ bbox=[252, 431, 588, 447]
ascii-art-line: ÆÆÆ ÆÆ ÆÆÆ Æ Æ Æ Æ Æ Æ Æ Æ Æ Æ Æ Æ Æ Æ Æ Æ Æ Æ ÆÆÆ ÆÆ Æ bbox=[252, 215, 613, 231]
ascii-art-line: Æ Æ ÆÆÆ ÆÆ ÆÆÆ Æ Æ Æ Æ Æ Æ Æ Æ Æ Æ Æ ÆÆÆ ÆÆ ÆÆÆ Æ Æ bbox=[252, 814, 613, 830]
ascii-art-line: Æ ÆÆÆ Æ Æ Æ Æ Æ Æ Æ ÆÆÆ Æ Æ Æ Æ Æ ÆÆÆ Æ Æ Æ Æ Æ Æ Æ ÆÆÆ bbox=[252, 1230, 598, 1246]
spine bbox=[0, 0, 240, 2008]
ascii-art-line: Æ Æ Æ Æ Æ Æ Æ Æ Æ Æ Æ Æ Æ Æ Æ Æ Æ Æ Æ Æ Æ Æ bbox=[846, 1280, 1142, 1296]
ascii-art-line: Æ ÆÆÆ Æ Æ Æ Æ Æ Æ Æ ÆÆÆ Æ Æ Æ Æ Æ ÆÆÆ Æ Æ Æ Æ Æ Æ Æ ÆÆÆ bbox=[252, 131, 598, 147]
ascii-art-line: ÆÆÆ ÆÆ ÆÆÆ Æ Æ Æ Æ Æ Æ Æ Æ Æ Æ Æ Æ Æ Æ Æ Æ Æ Æ ÆÆÆ ÆÆ Æ bbox=[252, 1063, 613, 1079]
ascii-art-line: ÆÆÆ ÆÆ ÆÆÆ Æ Æ Æ Æ Æ Æ Æ Æ Æ Æ Æ Æ Æ Æ Æ Æ Æ Æ ÆÆÆ ÆÆ Æ bbox=[252, 148, 613, 164]
ascii-art-line: Æ Æ Æ Æ Æ ÆÆÆ ÆÆ ÆÆÆ Æ Æ Æ Æ Æ ÆÆÆ Æ Æ Æ ÆÆÆ ÆÆ ÆÆÆ Æ Æ Æ Æ Æ bbox=[252, 381, 608, 397]
ascii-art-line: Æ Æ Æ Æ Æ Æ Æ ÆÆÆ ÆÆ ÆÆ Æ Æ Æ ÆÆ ÆÆ ÆÆÆ Æ Æ Æ Æ Æ Æ Æ bbox=[846, 1496, 1162, 1512]
caption bbox=[846, 1914, 1133, 1978]
ascii-art-line: Æ ÆÆÆ Æ Æ Æ Æ Æ Æ Æ ÆÆÆ Æ Æ Æ Æ Æ ÆÆÆ Æ Æ Æ Æ Æ Æ Æ ÆÆÆ bbox=[252, 165, 598, 181]
ascii-art-line: Æ ÆÆÆ Æ Æ Æ Æ Æ Æ Æ ÆÆÆ Æ Æ Æ Æ Æ ÆÆÆ Æ Æ Æ Æ Æ Æ Æ ÆÆÆ bbox=[846, 497, 1192, 513]
ascii-art-line: Æ Æ Æ Æ Æ ÆÆÆ ÆÆ ÆÆÆ Æ Æ Æ Æ Æ ÆÆÆ Æ Æ Æ ÆÆÆ ÆÆ ÆÆÆ Æ Æ Æ Æ Æ bbox=[846, 1629, 1202, 1645]
ascii-art-right-column bbox=[846, 32, 1422, 1902]
ascii-art-line: ÆÆÆ ÆÆ ÆÆÆ Æ ÆÆÆ Æ Æ Æ Æ Æ ÆÆÆ Æ Æ Æ ÆÆÆ Æ ÆÆÆ ÆÆ Æ bbox=[846, 980, 1212, 996]
ascii-art-line: Æ ÆÆÆ Æ Æ Æ Æ Æ Æ Æ ÆÆÆ Æ Æ Æ Æ Æ ÆÆÆ Æ Æ Æ Æ Æ Æ Æ ÆÆÆ bbox=[252, 1013, 598, 1029]
ascii-art-line: Æ ÆÆÆ Æ Æ Æ Æ Æ Æ Æ ÆÆÆ Æ Æ Æ Æ Æ ÆÆÆ Æ Æ Æ Æ Æ Æ Æ ÆÆÆ bbox=[846, 1396, 1192, 1412]
ascii-art-line: Æ Æ Æ Æ Æ Æ Æ Æ ÆÆÆ ÆÆ ÆÆÆ ÆÆÆÆ ÆÆÆÆ ÆÆÆ ÆÆ ÆÆÆ Æ Æ Æ Æ Æ bbox=[252, 647, 588, 663]
ascii-art-line: ÆÆÆ ÆÆ ÆÆÆ Æ ÆÆÆ Æ Æ Æ Æ Æ ÆÆÆ Æ Æ Æ ÆÆÆ Æ ÆÆÆ ÆÆ Æ bbox=[252, 697, 618, 713]
ascii-art-line: Æ Æ Æ Æ Æ ÆÆÆ ÆÆ ÆÆÆ Æ Æ Æ Æ Æ ÆÆÆ Æ Æ Æ ÆÆÆ ÆÆ ÆÆÆ Æ Æ Æ Æ Æ bbox=[846, 680, 1202, 696]
ascii-art-line: Æ ÆÆÆ Æ Æ Æ Æ Æ Æ Æ ÆÆÆ Æ Æ Æ Æ Æ ÆÆÆ Æ Æ Æ Æ Æ Æ Æ ÆÆÆ bbox=[846, 1513, 1192, 1529]
ascii-art-line: Æ ÆÆÆ Æ Æ Æ Æ Æ Æ Æ ÆÆÆ Æ Æ Æ Æ Æ ÆÆÆ Æ Æ Æ Æ Æ Æ Æ ÆÆÆ bbox=[846, 564, 1192, 580]
ascii-art-line: Æ Æ Æ Æ Æ ÆÆÆ ÆÆ ÆÆÆ Æ Æ Æ Æ Æ ÆÆÆ Æ Æ Æ ÆÆÆ ÆÆ ÆÆÆ Æ Æ Æ Æ Æ bbox=[846, 98, 1202, 114]
ascii-art-line: ÆÆÆ ÆÆ ÆÆÆ Æ Æ Æ Æ Æ Æ Æ Æ Æ Æ Æ Æ Æ Æ Æ Æ Æ Æ ÆÆÆ ÆÆ Æ bbox=[846, 647, 1207, 663]
ascii-art-line: Æ ÆÆÆ Æ Æ Æ Æ Æ Æ Æ ÆÆÆ Æ Æ Æ Æ Æ ÆÆÆ Æ Æ Æ Æ Æ Æ Æ ÆÆÆ bbox=[846, 181, 1192, 197]
ascii-art-line: Æ Æ ÆÆÆ ÆÆ ÆÆÆ Æ Æ Æ Æ Æ Æ Æ Æ Æ Æ Æ ÆÆÆ ÆÆ ÆÆÆ Æ Æ bbox=[846, 830, 1207, 846]
ascii-art-line: ÆÆÆ ÆÆ ÆÆÆ Æ Æ Æ Æ Æ ÆÆÆ ÆÆ ÆÆÆ Æ Æ ÆÆ ÆÆÆ ÆÆ Æ Æ Æ Æ Æ ÆÆÆ ÆÆ Æ bbox=[846, 364, 1237, 380]
ascii-art-line: ÆÆÆ ÆÆ ÆÆÆ Æ Æ Æ Æ Æ Æ Æ Æ Æ Æ Æ Æ Æ Æ Æ Æ Æ Æ ÆÆÆ ÆÆ Æ bbox=[252, 963, 613, 979]
